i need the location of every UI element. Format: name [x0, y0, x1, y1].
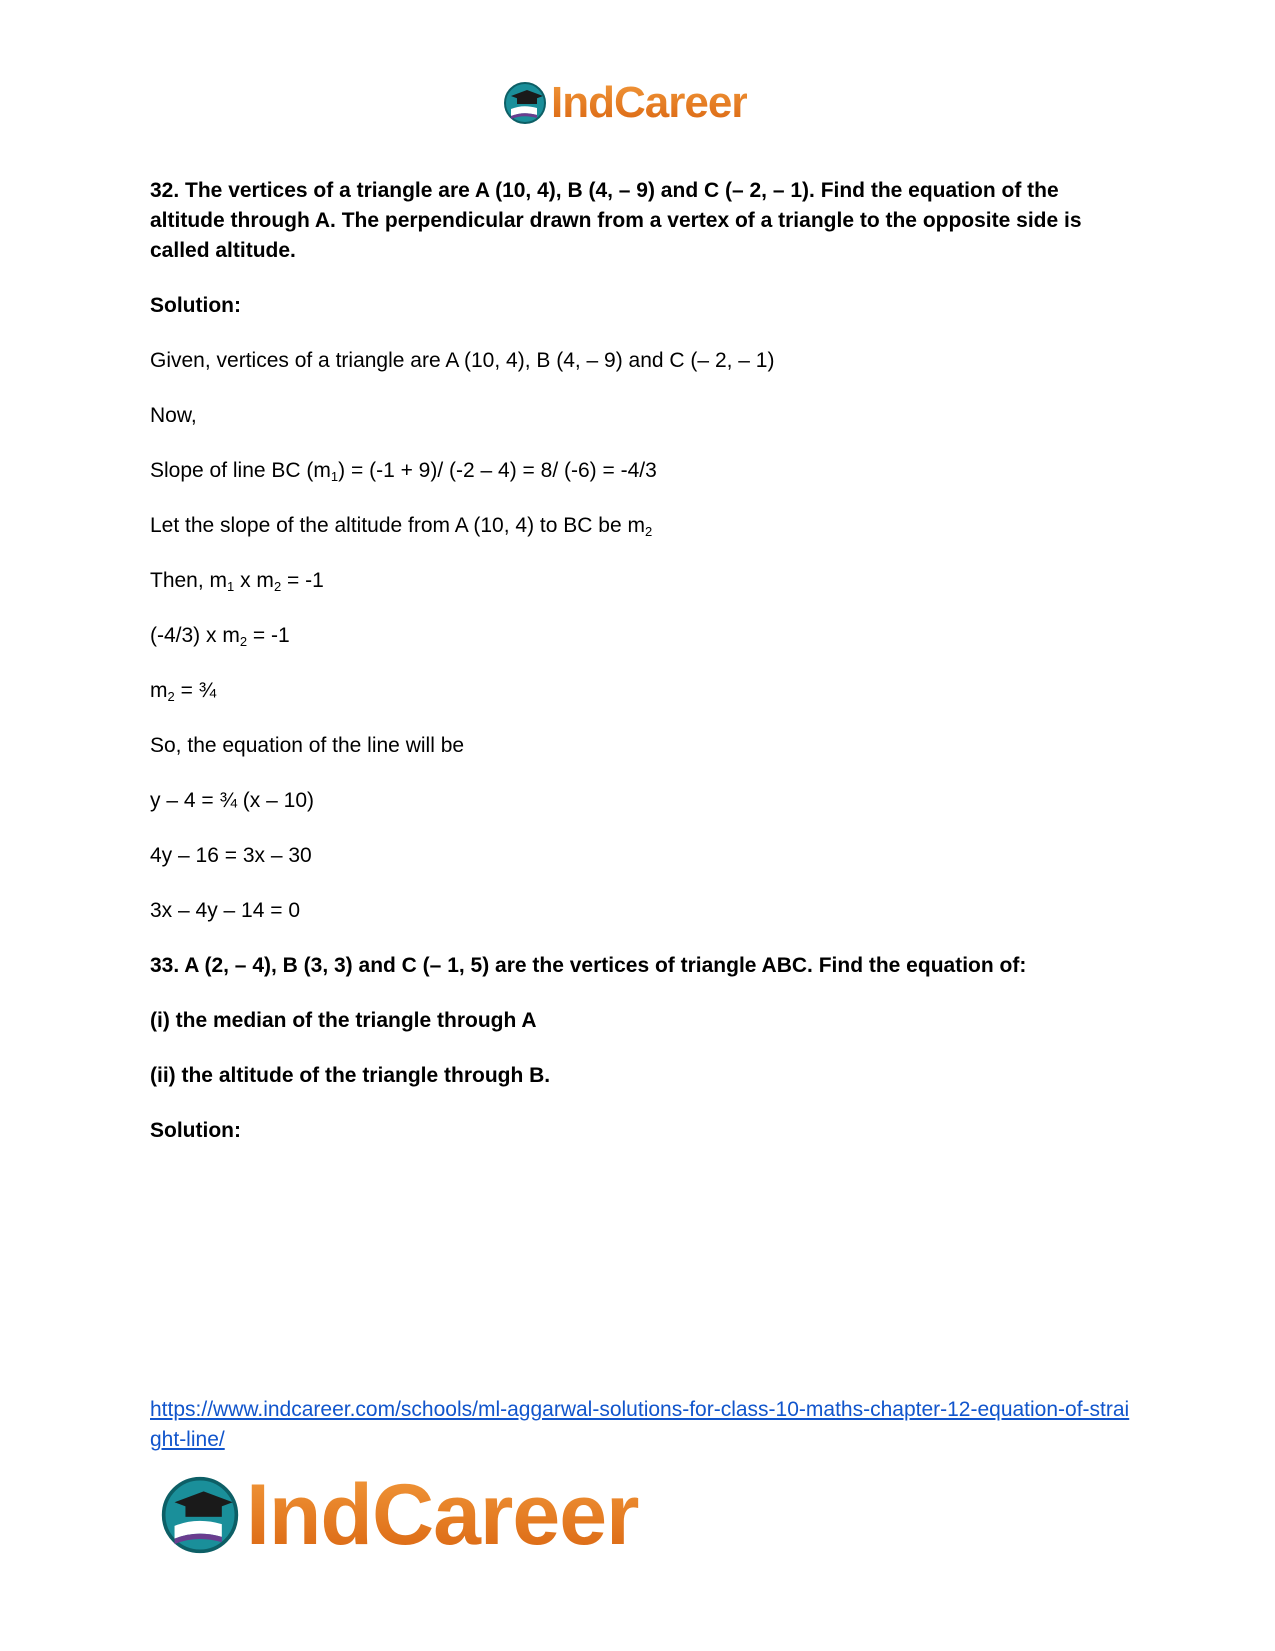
let-subscript: 2	[644, 524, 653, 539]
logo-wordmark: IndCareer	[551, 78, 748, 127]
equation-line-1	[150, 621, 1130, 651]
then-text-c: = -1	[281, 569, 324, 592]
m2-text-a: m	[150, 679, 168, 702]
then-text-a: Then, m	[150, 569, 228, 592]
m2-line	[150, 676, 1130, 706]
eq1-text-b: = -1	[247, 624, 290, 647]
graduation-cap-book-icon	[503, 81, 547, 125]
logo-wordmark: IndCareer	[246, 1466, 639, 1563]
given-text: Given, vertices of a triangle are A (10, 4), B (4, – 9) and C (– 2, – 1)	[150, 349, 775, 372]
m2-text-b: = ¾	[174, 679, 217, 702]
equation-step-3: 3x – 4y – 14 = 0	[150, 899, 301, 922]
question-32: 32. The vertices of a triangle are A (10, 4), B (4, – 9) and C (– 2, – 1). Find the equation of the altitude through A. The perpendicular drawn from a vertex of a triangle to the opposite side is called altitude.	[150, 179, 1082, 262]
slope-subscript: 1	[330, 469, 339, 484]
so-text: So, the equation of the line will be	[150, 734, 465, 757]
then-text-b: x m	[234, 569, 274, 592]
then-subscript-1: 1	[227, 579, 235, 594]
slope-text-a: Slope of line BC (m	[150, 459, 331, 482]
header-logo	[503, 78, 747, 128]
graduation-cap-book-icon	[160, 1475, 240, 1555]
document-body	[150, 176, 1130, 1171]
let-text: Let the slope of the altitude from A (10, 4) to BC be m	[150, 514, 645, 537]
source-link[interactable]: https://www.indcareer.com/schools/ml-aggarwal-solutions-for-class-10-maths-chapter-12-equation-of-straight-line/	[150, 1398, 1130, 1451]
eq1-text-a: (-4/3) x m	[150, 624, 240, 647]
equation-step-1: y – 4 = ¾ (x – 10)	[150, 789, 315, 812]
question-33-part-2: (ii) the altitude of the triangle through B.	[150, 1064, 551, 1087]
slope-text-b: ) = (-1 + 9)/ (-2 – 4) = 8/ (-6) = -4/3	[338, 459, 657, 482]
solution-label-33: Solution:	[150, 1119, 241, 1142]
footer-logo	[160, 1466, 639, 1563]
then-line	[150, 566, 1130, 596]
question-33-part-1: (i) the median of the triangle through A	[150, 1009, 537, 1032]
then-subscript-2: 2	[273, 579, 282, 594]
let-line	[150, 511, 1130, 541]
m2-subscript: 2	[167, 689, 175, 704]
question-33: 33. A (2, – 4), B (3, 3) and C (– 1, 5) are the vertices of triangle ABC. Find the equation of:	[150, 954, 1027, 977]
solution-label: Solution:	[150, 294, 241, 317]
equation-step-2: 4y – 16 = 3x – 30	[150, 844, 312, 867]
eq1-subscript: 2	[239, 634, 248, 649]
slope-line	[150, 456, 1130, 486]
now-text: Now,	[150, 404, 197, 427]
